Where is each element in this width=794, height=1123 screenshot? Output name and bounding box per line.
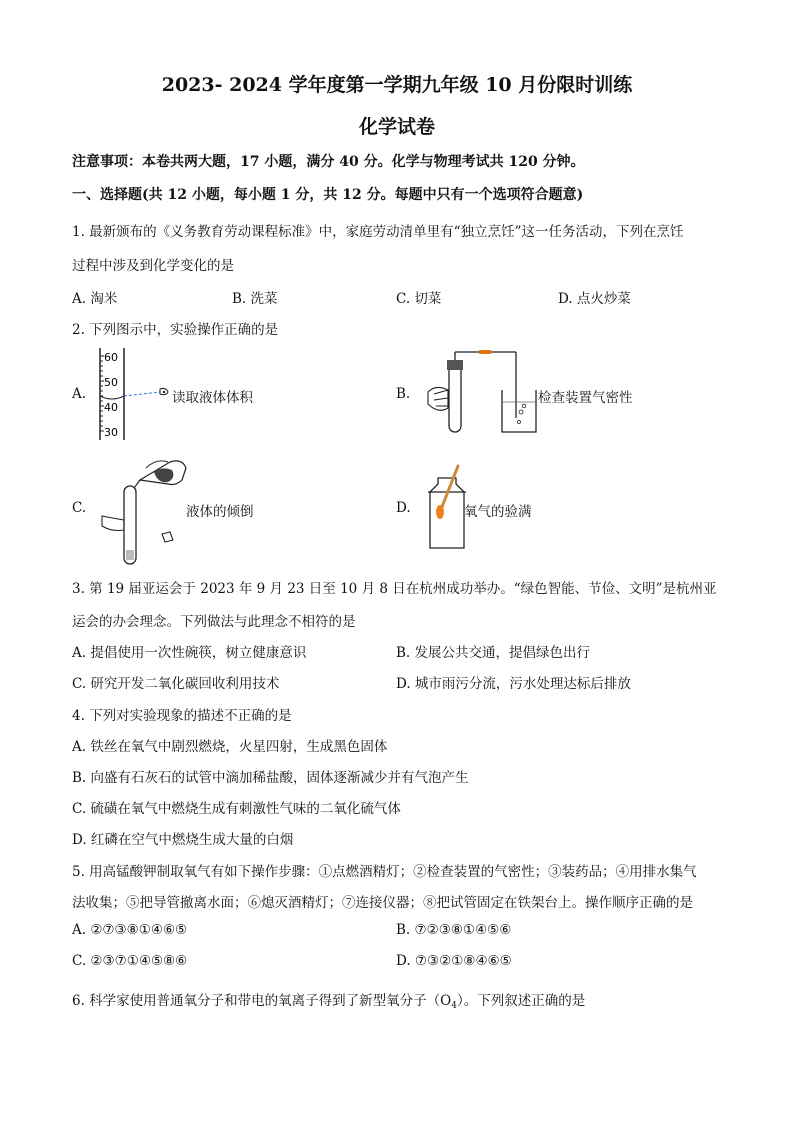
q2-d-letter: D. (396, 500, 411, 516)
airtightness-apparatus-figure (424, 348, 544, 436)
q3-stem-line1: 3. 第 19 届亚运会于 2023 年 9 月 23 日至 10 月 8 日在杭州成功举办。“绿色智能、节俭、文明”是杭州亚 (72, 581, 717, 597)
q4-option-a: A. 铁丝在氧气中剧烈燃烧，火星四射，生成黑色固体 (72, 739, 388, 755)
q6-stem-pre: 6. 科学家使用普通氧分子和带电的氧离子得到了新型氧分子（ (72, 993, 441, 1009)
q5-stem-line1: 5. 用高锰酸钾制取氧气有如下操作步骤：①点燃酒精灯；②检查装置的气密性；③装药品；④用排水集气 (72, 864, 697, 880)
pouring-liquid-figure (96, 456, 196, 566)
cylinder-tick-40: 40 (104, 401, 118, 414)
q6-formula-subscript: 4 (451, 1001, 457, 1011)
q4-option-c: C. 硫磺在氧气中燃烧生成有刺激性气味的二氧化硫气体 (72, 801, 401, 817)
q3-option-d: D. 城市雨污分流，污水处理达标后排放 (396, 676, 631, 692)
q6-stem-post: ）。下列叙述正确的是 (456, 993, 586, 1009)
q4-option-d: D. 红磷在空气中燃烧生成大量的白烟 (72, 832, 294, 848)
q1-option-b: B. 洗菜 (232, 291, 278, 307)
q1-stem-line1: 1. 最新颁布的《义务教育劳动课程标准》中，家庭劳动清单里有“独立烹饪”这一任务活动，下列在烹饪 (72, 224, 684, 240)
q5-option-a: A. ②⑦③⑧①④⑥⑤ (72, 922, 188, 938)
q2-b-caption: 检查装置气密性 (538, 390, 633, 406)
graduated-cylinder-figure (96, 344, 176, 444)
section-heading: 一、选择题(共 12 小题，每小题 1 分，共 12 分。每题中只有一个选项符合题意) (72, 187, 584, 203)
q2-stem: 2. 下列图示中，实验操作正确的是 (72, 322, 279, 338)
q1-option-c: C. 切菜 (396, 291, 442, 307)
cylinder-tick-50: 50 (104, 376, 118, 389)
notice: 注意事项：本卷共两大题，17 小题，满分 40 分。化学与物理考试共 120 分钟。 (72, 154, 585, 170)
q2-d-caption: 氧气的验满 (464, 504, 532, 520)
q6-stem (72, 989, 585, 1011)
q4-stem: 4. 下列对实验现象的描述不正确的是 (72, 708, 292, 724)
q3-option-b: B. 发展公共交通，提倡绿色出行 (396, 645, 591, 661)
q6-formula: O (440, 993, 452, 1009)
q5-stem-line2: 法收集；⑤把导管撤离水面；⑥熄灭酒精灯；⑦连接仪器；⑧把试管固定在铁架台上。操作顺序正确的是 (72, 895, 693, 911)
q2-a-caption: 读取液体体积 (172, 390, 253, 406)
page-title: 2023- 2024 学年度第一学期九年级 10 月份限时训练 (161, 74, 633, 96)
cylinder-tick-60: 60 (104, 351, 118, 364)
q2-c-letter: C. (72, 500, 87, 516)
q2-a-letter: A. (72, 386, 87, 402)
cylinder-tick-30: 30 (104, 426, 118, 439)
q2-c-caption: 液体的倾倒 (186, 504, 254, 520)
q1-stem-line2: 过程中涉及到化学变化的是 (72, 258, 234, 274)
q1-option-a: A. 淘米 (72, 291, 118, 307)
q5-option-c: C. ②③⑦①④⑤⑧⑥ (72, 953, 188, 969)
q3-option-a: A. 提倡使用一次性碗筷，树立健康意识 (72, 645, 307, 661)
q2-b-letter: B. (396, 386, 411, 402)
q5-option-b: B. ⑦②③⑧①④⑤⑥ (396, 922, 512, 938)
q4-option-b: B. 向盛有石灰石的试管中滴加稀盐酸，固体逐渐减少并有气泡产生 (72, 770, 469, 786)
q5-option-d: D. ⑦③②①⑧④⑥⑤ (396, 953, 512, 969)
q1-option-d: D. 点火炒菜 (558, 291, 631, 307)
q3-stem-line2: 运会的办会理念。下列做法与此理念不相符的是 (72, 614, 356, 630)
page-subtitle: 化学试卷 (358, 116, 435, 138)
q3-option-c: C. 研究开发二氧化碳回收利用技术 (72, 676, 280, 692)
